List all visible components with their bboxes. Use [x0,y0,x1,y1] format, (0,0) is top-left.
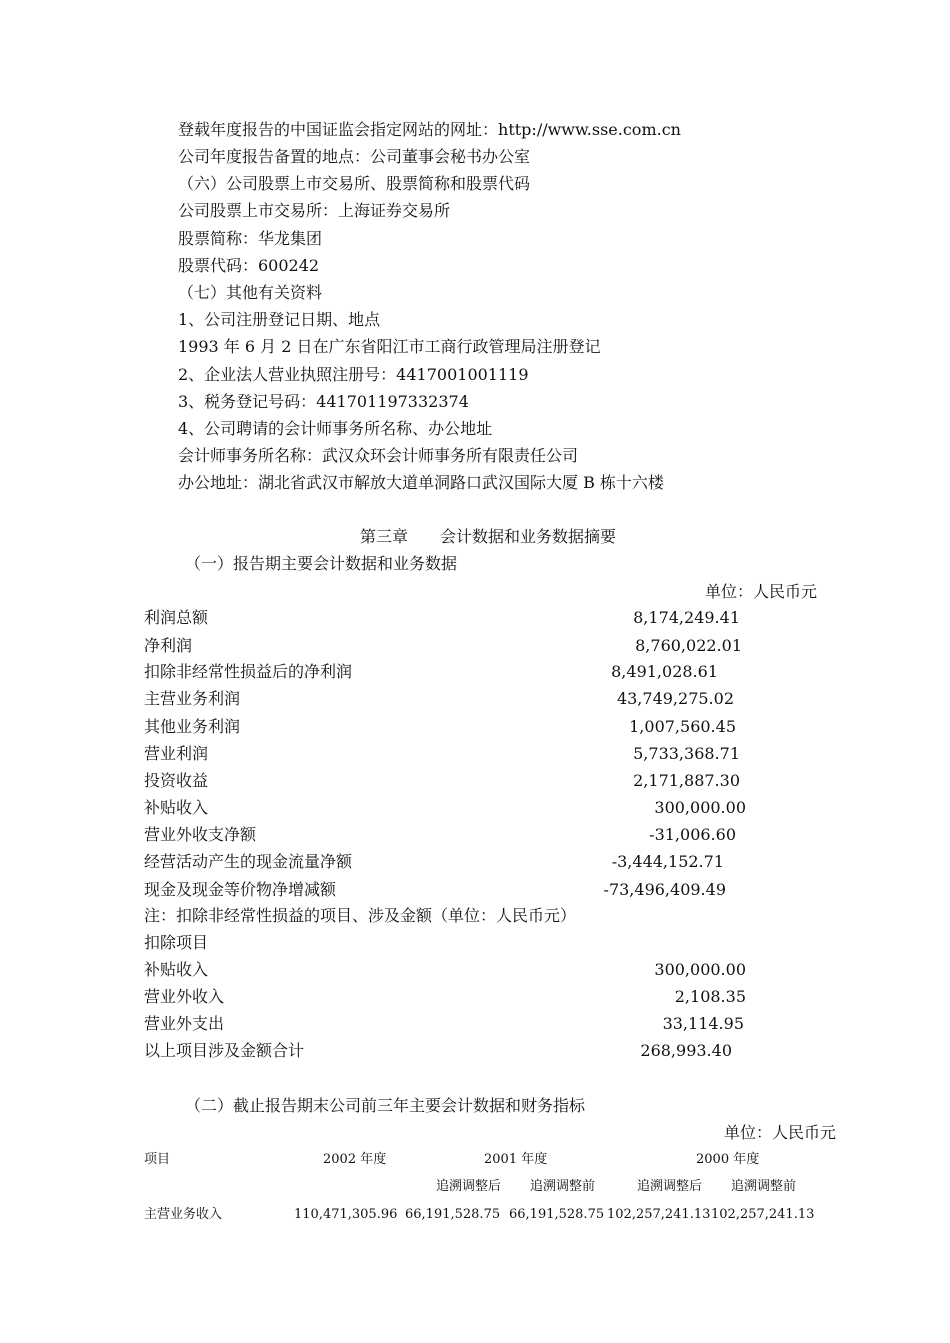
deduction-heading: 扣除项目 [144,933,209,952]
section7-heading: （七）其他有关资料 [178,283,323,302]
deduction-value: 268,993.40 [640,1041,732,1060]
deduction-value: 33,114.95 [662,1014,744,1033]
chapter-title: 第三章 会计数据和业务数据摘要 [360,527,617,546]
row-value: 8,174,249.41 [633,608,740,627]
deduction-label: 营业外支出 [144,1014,225,1033]
filing-location: 公司年度报告备置的地点：公司董事会秘书办公室 [178,147,531,166]
row-value: 1,007,560.45 [629,717,736,736]
section2-heading: （二）截止报告期末公司前三年主要会计数据和财务指标 [185,1096,586,1115]
deduction-value: 2,108.35 [674,987,746,1006]
table-cell-2000-after: 102,257,241.13 [607,1207,711,1222]
deduction-label: 营业外收入 [144,987,225,1006]
stock-name-line: 股票简称：华龙集团 [178,229,323,248]
table-header-item: 项目 [144,1152,171,1167]
row-label: 净利润 [144,636,193,655]
row-label: 现金及现金等价物净增减额 [144,880,337,899]
table-sub-2000-after: 追溯调整后 [637,1179,703,1194]
stock-code-line: 股票代码：600242 [178,256,320,275]
unit-label: 单位：人民币元 [705,582,818,601]
table-cell-2001-before: 66,191,528.75 [509,1207,605,1222]
row-label: 扣除非经常性损益后的净利润 [144,662,353,681]
item1-heading: 1、公司注册登记日期、地点 [178,310,381,329]
website-url[interactable]: http://www.sse.com.cn [498,120,681,139]
table-row-label: 主营业务收入 [144,1207,223,1222]
item2-line: 2、企业法人营业执照注册号：4417001001119 [178,365,529,384]
table-cell-2001-after: 66,191,528.75 [405,1207,501,1222]
deduction-value: 300,000.00 [654,960,746,979]
website-label: 登载年度报告的中国证监会指定网站的网址： [178,120,499,139]
row-label: 营业外收支净额 [144,825,257,844]
table-header-2001: 2001 年度 [484,1152,548,1167]
table-cell-2000-before: 102,257,241.13 [711,1207,815,1222]
row-value: 8,760,022.01 [635,636,742,655]
table-header-2000: 2000 年度 [696,1152,760,1167]
row-label: 主营业务利润 [144,689,241,708]
item3-line: 3、税务登记号码：441701197332374 [178,392,469,411]
row-value: 2,171,887.30 [633,771,740,790]
unit-label-2: 单位：人民币元 [724,1123,837,1142]
row-label: 利润总额 [144,608,209,627]
row-label: 经营活动产生的现金流量净额 [144,852,353,871]
item1-detail: 1993 年 6 月 2 日在广东省阳江市工商行政管理局注册登记 [178,337,601,356]
website-line [178,120,681,140]
row-value: 8,491,028.61 [611,662,718,681]
accountant-name: 会计师事务所名称：武汉众环会计师事务所有限责任公司 [178,446,579,465]
section6-heading: （六）公司股票上市交易所、股票简称和股票代码 [178,174,531,193]
row-label: 投资收益 [144,771,209,790]
table-sub-2001-before: 追溯调整前 [530,1179,596,1194]
item4-heading: 4、公司聘请的会计师事务所名称、办公地址 [178,419,493,438]
exchange-line: 公司股票上市交易所：上海证券交易所 [178,201,451,220]
row-label: 补贴收入 [144,798,209,817]
row-value: 43,749,275.02 [616,689,734,708]
row-value: 5,733,368.71 [633,744,740,763]
table-sub-2001-after: 追溯调整后 [436,1179,502,1194]
table-header-2002: 2002 年度 [323,1152,387,1167]
row-value: -3,444,152.71 [611,852,724,871]
row-value: 300,000.00 [654,798,746,817]
row-value: -31,006.60 [649,825,736,844]
office-address: 办公地址：湖北省武汉市解放大道单洞路口武汉国际大厦 B 栋十六楼 [178,473,664,492]
row-label: 其他业务利润 [144,717,241,736]
section1-heading: （一）报告期主要会计数据和业务数据 [185,554,458,573]
table-sub-2000-before: 追溯调整前 [731,1179,797,1194]
deduction-label: 补贴收入 [144,960,209,979]
deduction-label: 以上项目涉及金额合计 [144,1041,305,1060]
table-cell-2002: 110,471,305.96 [294,1207,398,1222]
note-line: 注：扣除非经常性损益的项目、涉及金额（单位：人民币元） [144,906,577,925]
row-value: -73,496,409.49 [603,880,726,899]
row-label: 营业利润 [144,744,209,763]
